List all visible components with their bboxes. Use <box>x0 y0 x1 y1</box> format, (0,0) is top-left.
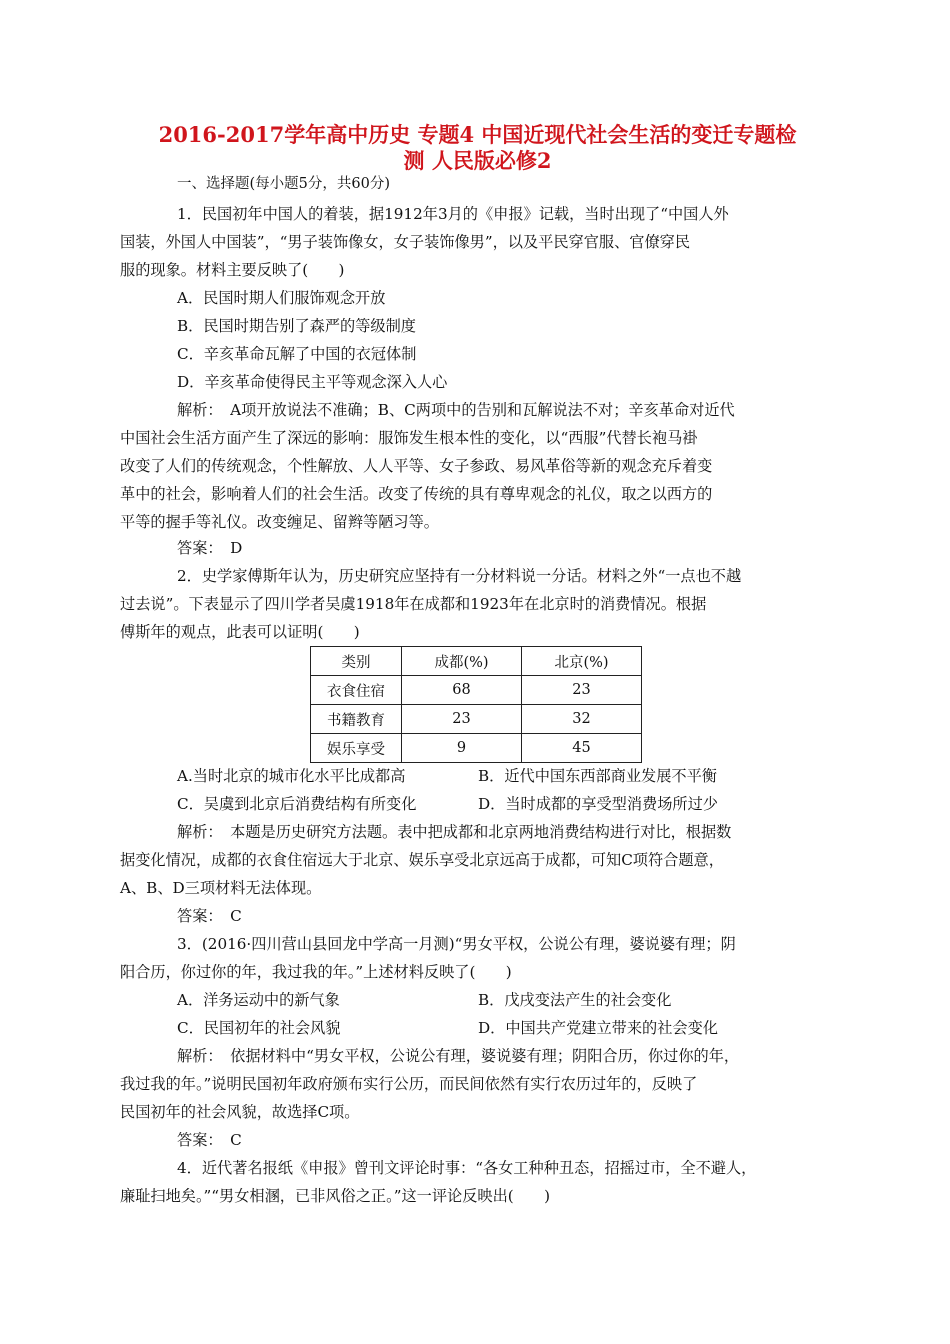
table-cell: 23 <box>522 676 642 705</box>
table-header-cell: 类别 <box>311 647 402 676</box>
table-header-cell: 成都(%) <box>402 647 522 676</box>
q1-analysis-line: 革中的社会，影响着人们的社会生活。改变了传统的具有尊卑观念的礼仪，取之以西方的 <box>120 485 713 503</box>
table-row <box>311 705 642 734</box>
table-cell: 娱乐享受 <box>311 734 402 763</box>
q2-option-a: A.当时北京的城市化水平比成都高 <box>177 767 406 785</box>
q3-option-a: A．洋务运动中的新气象 <box>177 991 340 1009</box>
q2-option-c: C．吴虞到北京后消费结构有所变化 <box>177 795 417 813</box>
q3-option-b: B．戊戌变法产生的社会变化 <box>478 991 672 1009</box>
consumption-table <box>310 646 642 763</box>
q2-analysis-line: A、B、D三项材料无法体现。 <box>120 879 322 897</box>
q3-line: 3．(2016·四川营山县回龙中学高一月测)“男女平权，公说公有理，婆说婆有理；阴 <box>177 935 736 953</box>
title-line-1: 2016-2017学年高中历史 专题4 中国近现代社会生活的变迁专题检 <box>158 122 797 147</box>
q3-analysis-line: 解析： 依据材料中“男女平权，公说公有理，婆说婆有理；阴阳合历，你过你的年， <box>177 1047 740 1065</box>
table-row <box>311 676 642 705</box>
q4-line: 4．近代著名报纸《申报》曾刊文评论时事：“各女工种种丑态，招摇过市，全不避人， <box>177 1159 757 1177</box>
q1-analysis-line: 解析： A项开放说法不准确；B、C两项中的告别和瓦解说法不对；辛亥革命对近代 <box>177 401 735 419</box>
q1-option-d: D．辛亥革命使得民主平等观念深入人心 <box>177 373 448 391</box>
q2-analysis-line: 据变化情况，成都的衣食住宿远大于北京、娱乐享受北京远高于成都，可知C项符合题意， <box>120 851 724 869</box>
q1-answer: 答案： D <box>177 539 243 557</box>
table-header-row <box>311 647 642 676</box>
q4-line: 廉耻扫地矣。”“男女相溷，已非风俗之正。”这一评论反映出( ) <box>120 1187 551 1205</box>
q1-line: 1．民国初年中国人的着装，据1912年3月的《申报》记载，当时出现了“中国人外 <box>177 205 729 223</box>
q2-answer: 答案： C <box>177 907 242 925</box>
q2-line: 过去说”。下表显示了四川学者吴虞1918年在成都和1923年在北京时的消费情况。根据 <box>120 595 707 613</box>
q2-option-b: B．近代中国东西部商业发展不平衡 <box>478 767 717 785</box>
table-cell: 32 <box>522 705 642 734</box>
q1-line: 国装，外国人中国装”，“男子装饰像女，女子装饰像男”，以及平民穿官服、官僚穿民 <box>120 233 691 251</box>
table-cell: 23 <box>402 705 522 734</box>
q3-answer: 答案： C <box>177 1131 242 1149</box>
q1-analysis-line: 中国社会生活方面产生了深远的影响：服饰发生根本性的变化，以“西服”代替长袍马褂 <box>120 429 698 447</box>
q1-option-a: A．民国时期人们服饰观念开放 <box>177 289 386 307</box>
q1-analysis-line: 平等的握手等礼仪。改变缠足、留辫等陋习等。 <box>120 513 439 531</box>
section-header: 一、选择题(每小题5分，共60分) <box>177 176 390 192</box>
table-cell: 9 <box>402 734 522 763</box>
title-line-2: 测 人民版必修2 <box>403 148 552 173</box>
q1-option-b: B．民国时期告别了森严的等级制度 <box>177 317 416 335</box>
table-cell: 68 <box>402 676 522 705</box>
q2-analysis-line: 解析： 本题是历史研究方法题。表中把成都和北京两地消费结构进行对比，根据数 <box>177 823 732 841</box>
q3-analysis-line: 民国初年的社会风貌，故选择C项。 <box>120 1103 360 1121</box>
table-row <box>311 734 642 763</box>
table-header-cell: 北京(%) <box>522 647 642 676</box>
q3-line: 阳合历，你过你的年，我过我的年。”上述材料反映了( ) <box>120 963 512 981</box>
document-title <box>120 122 835 174</box>
q1-line: 服的现象。材料主要反映了( ) <box>120 261 345 279</box>
q3-option-c: C．民国初年的社会风貌 <box>177 1019 341 1037</box>
q2-option-d: D．当时成都的享受型消费场所过少 <box>478 795 718 813</box>
q2-line: 傅斯年的观点，此表可以证明( ) <box>120 623 360 641</box>
q3-option-d: D．中国共产党建立带来的社会变化 <box>478 1019 718 1037</box>
q1-option-c: C．辛亥革命瓦解了中国的衣冠体制 <box>177 345 417 363</box>
q2-line: 2．史学家傅斯年认为，历史研究应坚持有一分材料说一分话。材料之外“一点也不越 <box>177 567 742 585</box>
table-cell: 书籍教育 <box>311 705 402 734</box>
table-cell: 衣食住宿 <box>311 676 402 705</box>
table-cell: 45 <box>522 734 642 763</box>
q3-analysis-line: 我过我的年。”说明民国初年政府颁布实行公历，而民间依然有实行农历过年的，反映了 <box>120 1075 698 1093</box>
q1-analysis-line: 改变了人们的传统观念，个性解放、人人平等、女子参政、易风革俗等新的观念充斥着变 <box>120 457 713 475</box>
